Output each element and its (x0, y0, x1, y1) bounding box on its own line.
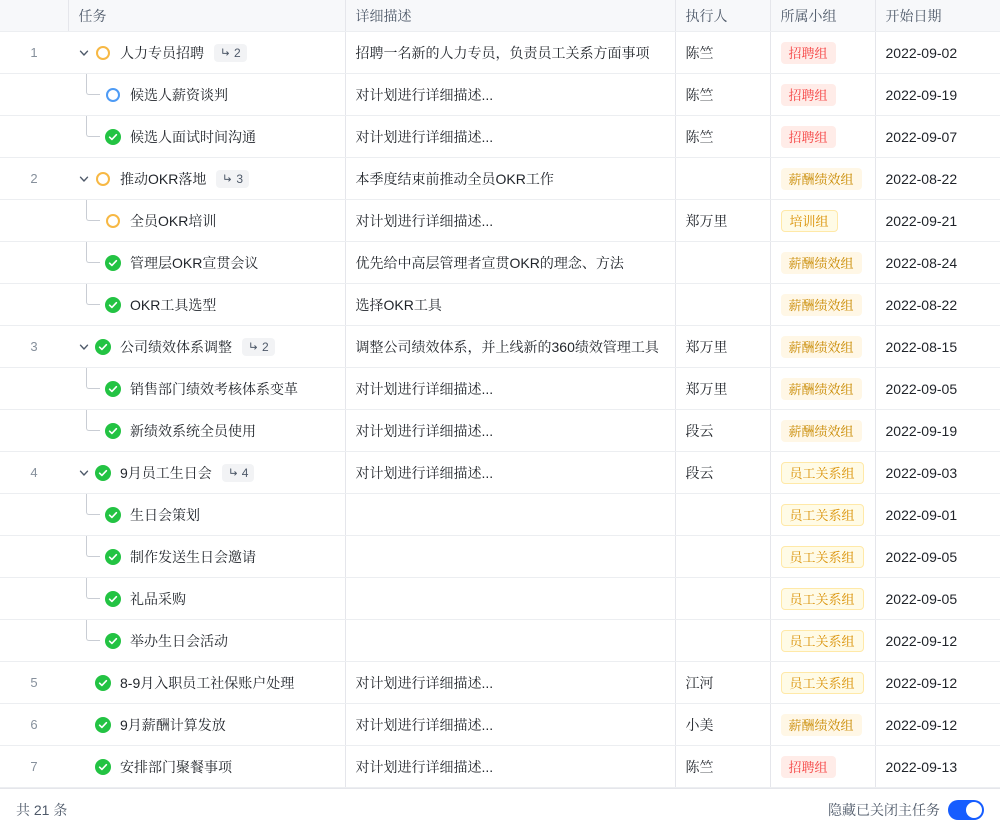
description-text: 对计划进行详细描述... (355, 86, 494, 103)
table-row[interactable] (0, 452, 1000, 494)
start-date-cell[interactable] (875, 116, 1000, 158)
description-cell[interactable] (345, 158, 675, 200)
owner-name: 段云 (685, 422, 714, 439)
description-cell[interactable] (345, 284, 675, 326)
task-cell[interactable] (68, 452, 345, 494)
row-index-cell (0, 326, 68, 368)
tree-branch-line (86, 536, 100, 557)
owner-name: 陈竺 (685, 44, 714, 61)
group-tag: 薪酬绩效组 (781, 378, 862, 400)
description-cell[interactable] (345, 116, 675, 158)
start-date: 2022-08-22 (885, 296, 958, 313)
description-text: 对计划进行详细描述... (355, 716, 494, 733)
status-done-icon[interactable] (95, 759, 111, 775)
table-row[interactable] (0, 200, 1000, 242)
task-cell[interactable] (68, 368, 345, 410)
description-cell[interactable] (345, 494, 675, 536)
row-index-cell (0, 620, 68, 662)
column-header-owner[interactable] (675, 0, 770, 32)
group-cell[interactable] (770, 662, 875, 704)
task-name: 礼品采购 (130, 590, 186, 607)
owner-name: 陈竺 (685, 128, 714, 145)
start-date-cell[interactable] (875, 620, 1000, 662)
subtask-count-badge[interactable] (242, 338, 275, 356)
start-date-cell[interactable] (875, 746, 1000, 788)
status-done-icon[interactable] (105, 633, 121, 649)
task-cell[interactable] (68, 410, 345, 452)
row-index (0, 200, 68, 241)
row-index-cell (0, 116, 68, 158)
owner-name: 小美 (685, 716, 714, 733)
group-tag: 员工关系组 (781, 588, 864, 610)
group-cell[interactable] (770, 158, 875, 200)
description-text: 对计划进行详细描述... (355, 422, 494, 439)
table-row[interactable] (0, 74, 1000, 116)
row-index-cell (0, 494, 68, 536)
group-cell[interactable] (770, 494, 875, 536)
task-name: 候选人面试时间沟通 (130, 128, 256, 145)
task-cell[interactable] (68, 536, 345, 578)
table-row[interactable] (0, 32, 1000, 74)
start-date: 2022-09-12 (885, 716, 958, 733)
row-index-cell (0, 704, 68, 746)
row-index-cell (0, 746, 68, 788)
task-name: 公司绩效体系调整 (120, 338, 232, 355)
group-cell[interactable] (770, 284, 875, 326)
task-cell[interactable] (68, 284, 345, 326)
group-cell[interactable] (770, 74, 875, 116)
start-date: 2022-09-21 (885, 212, 958, 229)
owner-name: 段云 (685, 464, 714, 481)
description-cell[interactable] (345, 242, 675, 284)
group-cell[interactable] (770, 578, 875, 620)
group-cell[interactable] (770, 116, 875, 158)
description-cell[interactable] (345, 368, 675, 410)
task-cell[interactable] (68, 200, 345, 242)
task-name: 安排部门聚餐事项 (120, 758, 232, 775)
group-cell[interactable] (770, 620, 875, 662)
status-done-icon[interactable] (105, 129, 121, 145)
subtask-count: 2 (234, 45, 241, 60)
description-text: 招聘一名新的人力专员，负责员工关系方面事项 (355, 44, 650, 61)
status-done-icon[interactable] (95, 465, 111, 481)
tree-indent (76, 116, 104, 157)
task-name: 候选人薪资谈判 (130, 86, 228, 103)
status-done-icon[interactable] (105, 297, 121, 313)
status-done-icon[interactable] (95, 675, 111, 691)
owner-name: 陈竺 (685, 758, 714, 775)
row-index-cell (0, 158, 68, 200)
task-cell[interactable] (68, 32, 345, 74)
hide-closed-tasks-label: 隐藏已关闭主任务 (828, 801, 940, 818)
start-date-cell[interactable] (875, 452, 1000, 494)
description-text: 对计划进行详细描述... (355, 674, 494, 691)
start-date-cell[interactable] (875, 494, 1000, 536)
status-pending-icon[interactable] (96, 46, 110, 60)
row-index-cell (0, 242, 68, 284)
task-cell[interactable] (68, 116, 345, 158)
owner-cell[interactable] (675, 410, 770, 452)
tree-indent (76, 494, 104, 535)
tree-branch-line (86, 242, 100, 263)
description-cell[interactable] (345, 410, 675, 452)
status-done-icon[interactable] (105, 255, 121, 271)
start-date: 2022-08-22 (885, 170, 958, 187)
table-row[interactable] (0, 410, 1000, 452)
task-name: OKR工具选型 (130, 296, 217, 313)
column-header-group[interactable] (770, 0, 875, 32)
task-name: 管理层OKR宣贯会议 (130, 254, 259, 271)
start-date: 2022-08-15 (885, 338, 958, 355)
row-index: 6 (30, 717, 38, 732)
start-date-cell[interactable] (875, 32, 1000, 74)
toggle-knob (966, 802, 982, 818)
group-cell[interactable] (770, 368, 875, 410)
owner-name: 郑万里 (685, 338, 728, 355)
description-cell[interactable] (345, 74, 675, 116)
group-tag: 薪酬绩效组 (781, 714, 862, 736)
row-index-cell (0, 452, 68, 494)
group-tag: 招聘组 (781, 756, 836, 778)
group-cell[interactable] (770, 452, 875, 494)
group-tag: 薪酬绩效组 (781, 168, 862, 190)
column-header-date[interactable] (875, 0, 1000, 32)
group-cell[interactable] (770, 704, 875, 746)
row-index: 5 (30, 675, 38, 690)
subtask-count-badge[interactable] (222, 464, 255, 482)
expand-collapse-caret[interactable] (76, 465, 92, 481)
description-text: 选择OKR工具 (355, 296, 442, 313)
group-tag: 招聘组 (781, 42, 836, 64)
row-index-cell (0, 200, 68, 242)
status-todo-icon[interactable] (106, 88, 120, 102)
owner-cell[interactable] (675, 746, 770, 788)
group-tag: 招聘组 (781, 126, 836, 148)
status-done-icon[interactable] (105, 591, 121, 607)
description-cell[interactable] (345, 536, 675, 578)
table-row[interactable] (0, 494, 1000, 536)
start-date: 2022-09-02 (885, 44, 958, 61)
tree-indent (76, 368, 104, 409)
task-cell[interactable] (68, 494, 345, 536)
start-date-cell[interactable] (875, 704, 1000, 746)
task-cell[interactable] (68, 578, 345, 620)
task-name: 生日会策划 (130, 506, 200, 523)
task-name: 9月薪酬计算发放 (120, 716, 226, 733)
group-cell[interactable] (770, 200, 875, 242)
description-cell[interactable] (345, 578, 675, 620)
expand-collapse-caret[interactable] (76, 171, 92, 187)
start-date-cell[interactable] (875, 536, 1000, 578)
task-cell[interactable] (68, 158, 345, 200)
group-tag: 员工关系组 (781, 672, 864, 694)
status-done-icon[interactable] (105, 507, 121, 523)
task-cell[interactable] (68, 662, 345, 704)
description-cell[interactable] (345, 704, 675, 746)
start-date: 2022-09-05 (885, 380, 958, 397)
owner-cell[interactable] (675, 368, 770, 410)
tree-indent (76, 74, 104, 115)
description-cell[interactable] (345, 620, 675, 662)
owner-cell[interactable] (675, 284, 770, 326)
description-text: 本季度结束前推动全员OKR工作 (355, 170, 554, 187)
description-cell[interactable] (345, 200, 675, 242)
description-text: 对计划进行详细描述... (355, 464, 494, 481)
task-name: 9月员工生日会 (120, 464, 212, 481)
description-cell[interactable] (345, 662, 675, 704)
owner-name: 郑万里 (685, 380, 728, 397)
task-name: 推动OKR落地 (120, 170, 207, 187)
status-done-icon[interactable] (95, 339, 111, 355)
owner-cell[interactable] (675, 494, 770, 536)
task-cell[interactable] (68, 704, 345, 746)
row-index: 4 (30, 465, 38, 480)
subtask-count: 3 (236, 171, 244, 186)
start-date: 2022-08-24 (885, 254, 958, 271)
description-cell[interactable] (345, 32, 675, 74)
owner-cell[interactable] (675, 326, 770, 368)
column-header-owner-label: 执行人 (685, 7, 728, 24)
row-index: 7 (30, 759, 38, 774)
status-done-icon[interactable] (95, 717, 111, 733)
row-index (0, 368, 68, 409)
row-index (0, 284, 68, 325)
start-date-cell[interactable] (875, 74, 1000, 116)
tree-branch-line (86, 284, 100, 305)
group-tag: 薪酬绩效组 (781, 336, 862, 358)
row-index-cell (0, 410, 68, 452)
task-name: 全员OKR培训 (130, 212, 217, 229)
row-index: 2 (30, 171, 38, 186)
owner-name: 江河 (685, 674, 714, 691)
owner-cell[interactable] (675, 536, 770, 578)
start-date-cell[interactable] (875, 662, 1000, 704)
table-row[interactable] (0, 326, 1000, 368)
owner-cell[interactable] (675, 242, 770, 284)
tree-indent (76, 578, 104, 619)
description-text: 调整公司绩效体系，并上线新的360绩效管理工具 (355, 338, 659, 355)
group-tag: 薪酬绩效组 (781, 294, 862, 316)
row-index (0, 242, 68, 283)
column-header-desc-label: 详细描述 (355, 7, 412, 24)
group-cell[interactable] (770, 410, 875, 452)
task-name: 8-9月入职员工社保账户处理 (120, 674, 295, 691)
table-body (0, 32, 1000, 788)
tree-indent (76, 242, 104, 283)
owner-cell[interactable] (675, 158, 770, 200)
row-index: 1 (30, 45, 38, 60)
task-name: 制作发送生日会邀请 (130, 548, 256, 565)
expand-collapse-caret[interactable] (76, 339, 92, 355)
hide-closed-tasks-toggle[interactable] (948, 800, 984, 820)
start-date-cell[interactable] (875, 368, 1000, 410)
subtask-count: 2 (262, 339, 269, 354)
start-date-cell[interactable] (875, 284, 1000, 326)
column-header-date-label: 开始日期 (885, 7, 942, 24)
status-pending-icon[interactable] (106, 214, 120, 228)
column-header-group-label: 所属小组 (780, 7, 837, 24)
tree-indent (76, 200, 104, 241)
description-text: 对计划进行详细描述... (355, 380, 494, 397)
owner-cell[interactable] (675, 620, 770, 662)
start-date-cell[interactable] (875, 410, 1000, 452)
table-row[interactable] (0, 704, 1000, 746)
task-cell[interactable] (68, 746, 345, 788)
table-row[interactable] (0, 662, 1000, 704)
description-cell[interactable] (345, 452, 675, 494)
group-cell[interactable] (770, 536, 875, 578)
start-date: 2022-09-05 (885, 590, 958, 607)
tree-branch-line (86, 620, 100, 641)
start-date: 2022-09-19 (885, 86, 958, 103)
owner-cell[interactable] (675, 116, 770, 158)
subtask-count: 4 (241, 465, 249, 480)
vertical-scrollbar[interactable] (994, 0, 1000, 560)
owner-cell[interactable] (675, 200, 770, 242)
column-header-task-label: 任务 (78, 7, 107, 24)
tree-indent (76, 620, 104, 661)
owner-cell[interactable] (675, 704, 770, 746)
table-row[interactable] (0, 368, 1000, 410)
group-tag: 薪酬绩效组 (781, 252, 862, 274)
column-header-task[interactable] (68, 0, 345, 32)
start-date: 2022-09-13 (885, 758, 958, 775)
group-tag: 员工关系组 (781, 504, 864, 526)
total-count: 共 21 条 (16, 801, 68, 818)
tree-branch-line (86, 494, 100, 515)
group-tag: 薪酬绩效组 (781, 420, 862, 442)
tree-branch-line (86, 578, 100, 599)
owner-name: 陈竺 (685, 86, 714, 103)
subtask-count-badge[interactable] (214, 44, 247, 62)
column-header-index (0, 0, 68, 32)
start-date-cell[interactable] (875, 578, 1000, 620)
start-date: 2022-09-12 (885, 674, 958, 691)
start-date-cell[interactable] (875, 200, 1000, 242)
task-name: 新绩效系统全员使用 (130, 422, 256, 439)
start-date: 2022-09-07 (885, 128, 958, 145)
group-cell[interactable] (770, 746, 875, 788)
column-header-desc[interactable] (345, 0, 675, 32)
table-row[interactable] (0, 116, 1000, 158)
start-date: 2022-09-01 (885, 506, 958, 523)
start-date-cell[interactable] (875, 158, 1000, 200)
row-index-cell (0, 74, 68, 116)
group-cell[interactable] (770, 242, 875, 284)
start-date: 2022-09-12 (885, 632, 958, 649)
row-index-cell (0, 662, 68, 704)
start-date: 2022-09-05 (885, 548, 958, 565)
task-cell[interactable] (68, 620, 345, 662)
row-index (0, 494, 68, 535)
description-text: 对计划进行详细描述... (355, 128, 494, 145)
group-tag: 招聘组 (781, 84, 836, 106)
row-index (0, 620, 68, 661)
tree-branch-line (86, 116, 100, 137)
table-row[interactable] (0, 746, 1000, 788)
tree-branch-line (86, 74, 100, 95)
row-index-cell (0, 536, 68, 578)
tree-indent (76, 410, 104, 451)
table-header (0, 0, 1000, 32)
start-date: 2022-09-03 (885, 464, 958, 481)
status-pending-icon[interactable] (96, 172, 110, 186)
description-cell[interactable] (345, 746, 675, 788)
description-text: 优先给中高层管理者宣贯OKR的理念、方法 (355, 254, 624, 271)
start-date-cell[interactable] (875, 242, 1000, 284)
description-text: 对计划进行详细描述... (355, 758, 494, 775)
status-done-icon[interactable] (105, 549, 121, 565)
table-row[interactable] (0, 284, 1000, 326)
tree-branch-line (86, 368, 100, 389)
row-index-cell (0, 578, 68, 620)
owner-cell[interactable] (675, 452, 770, 494)
description-cell[interactable] (345, 326, 675, 368)
subtask-count-badge[interactable] (216, 170, 249, 188)
row-index: 3 (30, 339, 38, 354)
group-cell[interactable] (770, 326, 875, 368)
group-tag: 员工关系组 (781, 462, 864, 484)
row-index (0, 74, 68, 115)
table-row[interactable] (0, 620, 1000, 662)
group-tag: 员工关系组 (781, 630, 864, 652)
group-tag: 员工关系组 (781, 546, 864, 568)
owner-cell[interactable] (675, 662, 770, 704)
row-index-cell (0, 368, 68, 410)
tree-indent (76, 284, 104, 325)
tree-branch-line (86, 410, 100, 431)
tree-branch-line (86, 200, 100, 221)
table-row[interactable] (0, 536, 1000, 578)
row-index (0, 578, 68, 619)
table-footer (0, 788, 1000, 830)
task-cell[interactable] (68, 242, 345, 284)
status-done-icon[interactable] (105, 423, 121, 439)
task-cell[interactable] (68, 74, 345, 116)
row-index-cell (0, 284, 68, 326)
group-cell[interactable] (770, 32, 875, 74)
row-index (0, 116, 68, 157)
owner-name: 郑万里 (685, 212, 728, 229)
task-name: 销售部门绩效考核体系变革 (130, 380, 298, 397)
status-done-icon[interactable] (105, 381, 121, 397)
owner-cell[interactable] (675, 74, 770, 116)
task-cell[interactable] (68, 326, 345, 368)
tree-indent (76, 536, 104, 577)
owner-cell[interactable] (675, 32, 770, 74)
description-text: 对计划进行详细描述... (355, 212, 494, 229)
table-row[interactable] (0, 578, 1000, 620)
table-row[interactable] (0, 242, 1000, 284)
row-index-cell (0, 32, 68, 74)
row-index (0, 536, 68, 577)
row-index (0, 410, 68, 451)
task-name: 举办生日会活动 (130, 632, 228, 649)
table-row[interactable] (0, 158, 1000, 200)
group-tag: 培训组 (781, 210, 838, 232)
task-name: 人力专员招聘 (120, 44, 204, 61)
start-date-cell[interactable] (875, 326, 1000, 368)
expand-collapse-caret[interactable] (76, 45, 92, 61)
start-date: 2022-09-19 (885, 422, 958, 439)
owner-cell[interactable] (675, 578, 770, 620)
